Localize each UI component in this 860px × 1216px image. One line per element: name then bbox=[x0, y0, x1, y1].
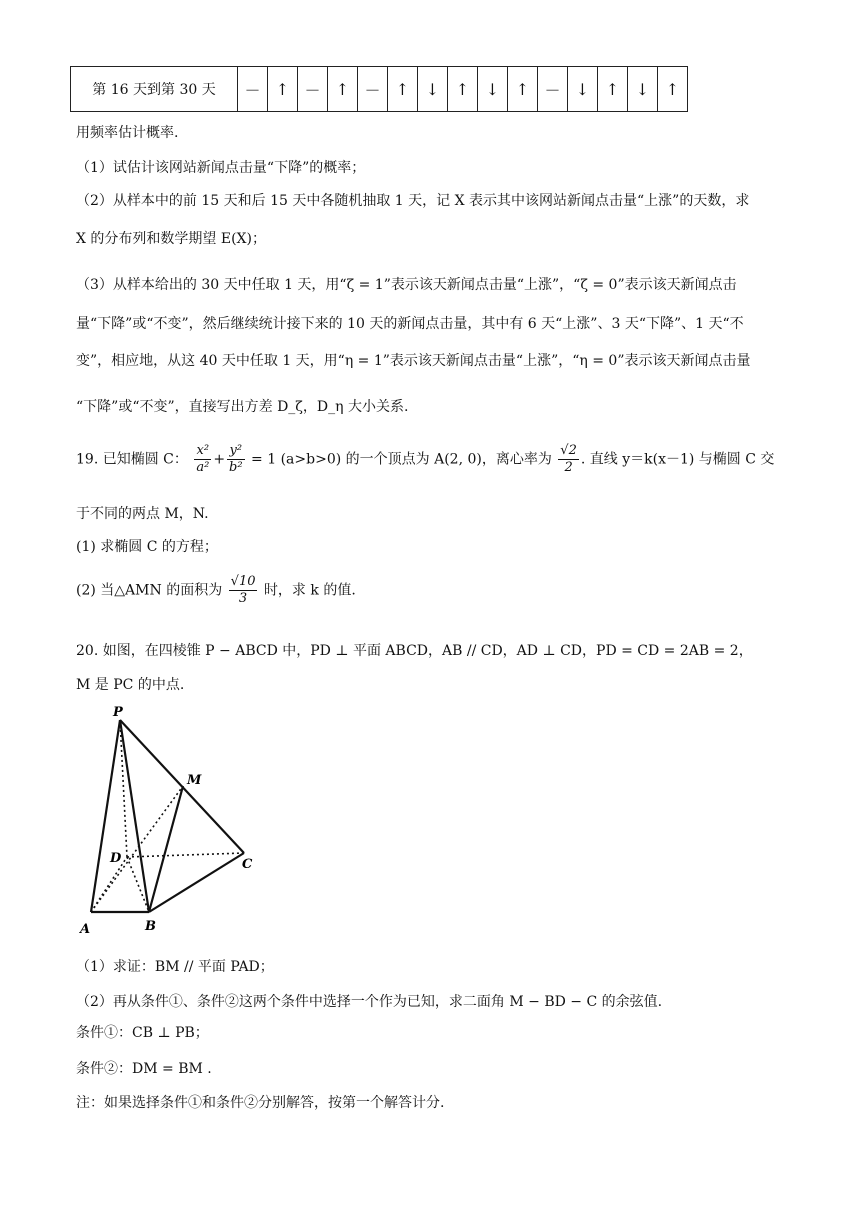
equals-one: = 1 bbox=[251, 451, 277, 468]
text-line: 变”，相应地，从这 40 天中任取 1 天，用“η = 1”表示该天新闻点击量“上涨”，“η = 0”表示该天新闻点击量 bbox=[76, 353, 751, 369]
table-cell: ↓ bbox=[478, 67, 508, 112]
segment-AM-hidden bbox=[91, 786, 183, 912]
fraction-numerator: √10 bbox=[230, 574, 256, 589]
q19-p2-post: 时，求 k 的值. bbox=[263, 582, 356, 599]
label-B: B bbox=[145, 919, 156, 934]
table-row bbox=[71, 67, 688, 112]
table-cell: － bbox=[238, 67, 268, 112]
pyramid-figure bbox=[70, 700, 270, 935]
text-line: 于不同的两点 M，N. bbox=[76, 506, 209, 522]
text-line: 条件①：CB ⊥ PB； bbox=[76, 1025, 209, 1041]
table-cell: ↑ bbox=[508, 67, 538, 112]
text-line: （1）试估计该网站新闻点击量“下降”的概率； bbox=[76, 160, 366, 176]
edge-AD-hidden bbox=[91, 857, 127, 912]
plus-sign: + bbox=[213, 451, 226, 468]
table-cell: ↓ bbox=[568, 67, 598, 112]
label-P: P bbox=[113, 705, 123, 720]
label-A: A bbox=[80, 922, 91, 935]
text-line: 量“下降”或“不变”，然后继续统计接下来的 10 天的新闻点击量，其中有 6 天“上涨”、3 天“下降”、1 天“不 bbox=[76, 316, 744, 332]
table-cell: ↓ bbox=[628, 67, 658, 112]
text-line: （2）从样本中的前 15 天和后 15 天中各随机抽取 1 天，记 X 表示其中该网站新闻点击量“上涨”的天数，求 bbox=[76, 193, 750, 209]
data-table bbox=[70, 66, 688, 112]
fraction-y2-b2 bbox=[227, 443, 245, 476]
fraction-denominator: b² bbox=[229, 460, 243, 475]
table-cell: ↓ bbox=[418, 67, 448, 112]
text-line: （3）从样本给出的 30 天中任取 1 天，用“ζ = 1”表示该天新闻点击量“上涨”，“ζ = 0”表示该天新闻点击 bbox=[76, 277, 737, 293]
table-cell: ↑ bbox=[268, 67, 298, 112]
fraction-denominator: 3 bbox=[238, 591, 248, 606]
table-cell: ↑ bbox=[328, 67, 358, 112]
fraction-denominator: 2 bbox=[564, 460, 573, 475]
fraction-denominator: a² bbox=[196, 460, 210, 475]
question-19-line1 bbox=[76, 443, 774, 476]
label-M: M bbox=[187, 773, 202, 788]
edge-PA bbox=[91, 720, 120, 912]
fraction-area bbox=[229, 574, 258, 607]
table-cell: ↑ bbox=[388, 67, 418, 112]
row-label: 第 16 天到第 30 天 bbox=[71, 67, 238, 112]
fraction-numerator: x² bbox=[194, 443, 211, 460]
table-cell: － bbox=[538, 67, 568, 112]
text-line: （1）求证：BM // 平面 PAD； bbox=[76, 959, 274, 975]
text-line: （2）再从条件①、条件②这两个条件中选择一个作为已知，求二面角 M − BD − C 的余弦值. bbox=[76, 994, 663, 1010]
text-line: 注：如果选择条件①和条件②分别解答，按第一个解答计分. bbox=[76, 1095, 445, 1111]
fraction-x2-a2 bbox=[194, 443, 211, 476]
text-line: 用频率估计概率. bbox=[76, 125, 179, 141]
table-cell: ↑ bbox=[598, 67, 628, 112]
q19-p2-pre: (2) 当△AMN 的面积为 bbox=[76, 582, 223, 599]
text-line: 条件②：DM = BM . bbox=[76, 1061, 212, 1077]
table-cell: － bbox=[358, 67, 388, 112]
question-19-part2 bbox=[76, 574, 356, 607]
label-D: D bbox=[110, 851, 122, 866]
text-line: M 是 PC 的中点. bbox=[76, 677, 185, 693]
table-cell: ↑ bbox=[658, 67, 688, 112]
fraction-eccentricity bbox=[558, 443, 579, 476]
edge-DC-hidden bbox=[127, 853, 244, 857]
table-cell: ↑ bbox=[448, 67, 478, 112]
table-cell: － bbox=[298, 67, 328, 112]
label-C: C bbox=[242, 857, 253, 872]
fraction-numerator: √2 bbox=[560, 443, 577, 458]
q19-condition: (a>b>0) 的一个顶点为 A(2, 0)，离心率为 bbox=[280, 451, 552, 468]
q19-prefix: 19. 已知椭圆 C： bbox=[76, 451, 188, 468]
q19-tail: . 直线 y＝k(x－1) 与椭圆 C 交 bbox=[580, 451, 775, 468]
text-line: “下降”或“不变”，直接写出方差 D_ζ，D_η 大小关系. bbox=[76, 399, 409, 415]
fraction-numerator: y² bbox=[227, 443, 245, 460]
text-line: (1) 求椭圆 C 的方程； bbox=[76, 539, 218, 555]
text-line: X 的分布列和数学期望 E(X)； bbox=[76, 231, 266, 247]
text-line: 20. 如图，在四棱锥 P − ABCD 中，PD ⊥ 平面 ABCD，AB // CD，AD ⊥ CD，PD = CD = 2AB = 2， bbox=[76, 643, 753, 659]
